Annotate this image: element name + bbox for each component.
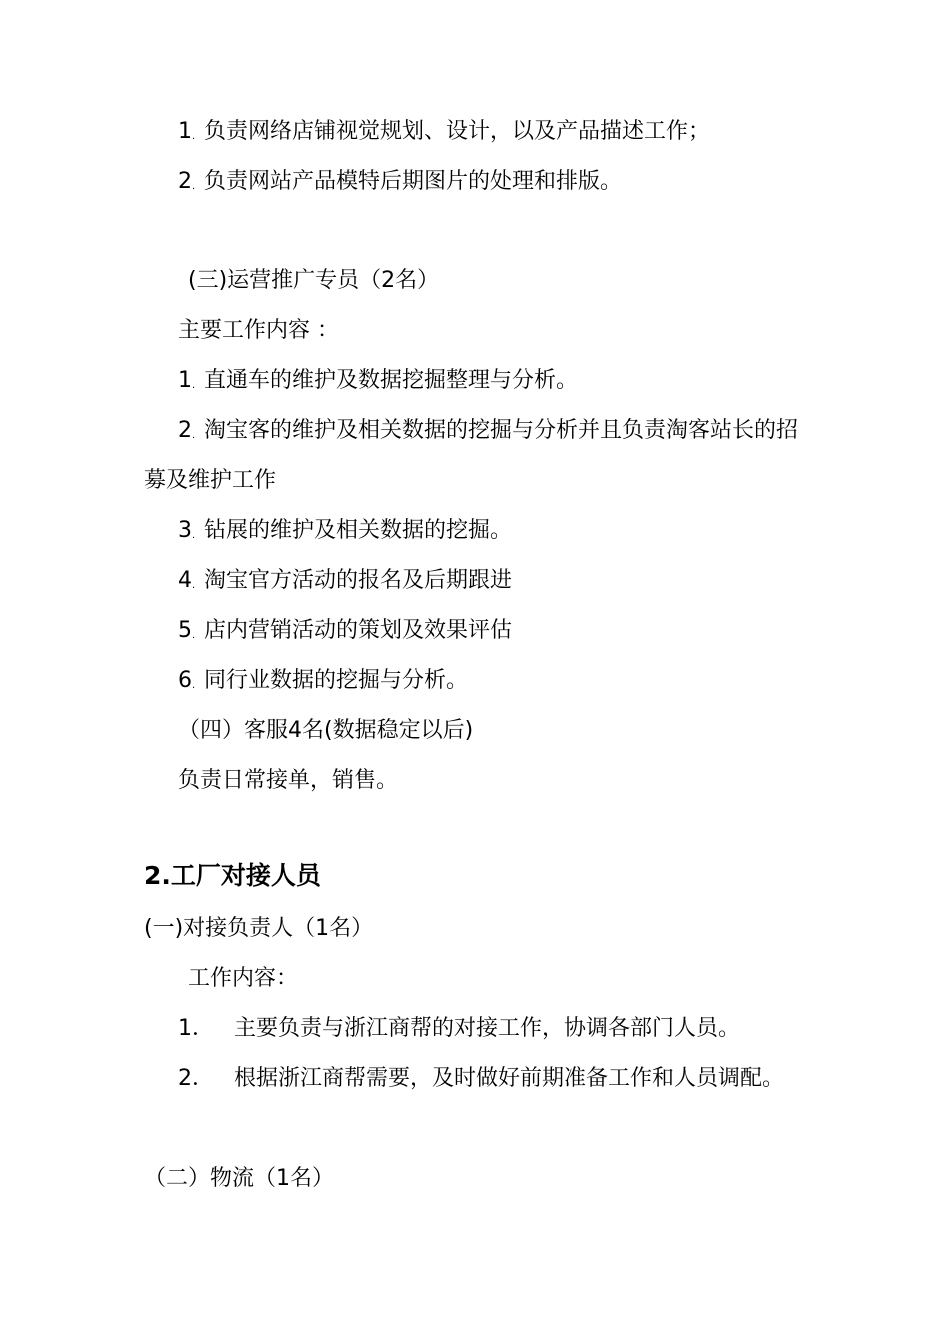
list-item: 2. 负责网站产品模特后期图片的处理和排版。 — [178, 169, 623, 194]
item-number: 4 — [178, 568, 192, 593]
item-text: 钻展的维护及相关数据的挖掘。 — [204, 518, 513, 543]
item-text: 店内营销活动的策划及效果评估 — [204, 618, 513, 643]
list-item: 4. 淘宝官方活动的报名及后期跟进 — [178, 568, 513, 593]
item-text: 直通车的维护及数据挖掘整理与分析。 — [204, 368, 579, 393]
item-text: 负责网络店铺视觉规划、设计，以及产品描述工作； — [204, 119, 711, 144]
list-item: 1. 负责网络店铺视觉规划、设计，以及产品描述工作； — [178, 119, 711, 144]
item-text: 淘宝客的维护及相关数据的挖掘与分析并且负责淘客站长的招 — [204, 418, 799, 443]
item-number: 1 — [178, 119, 192, 144]
section-heading: 2.工厂对接人员 — [144, 861, 321, 890]
subsection-title: (一)对接负责人（1名） — [144, 916, 374, 941]
content-label: 工作内容： — [188, 966, 299, 991]
item-number: 5 — [178, 618, 192, 643]
item-number: 1 — [178, 368, 192, 393]
item-text: 同行业数据的挖掘与分析。 — [204, 668, 469, 693]
list-item — [178, 1064, 784, 1094]
list-item: 1. 直通车的维护及数据挖掘整理与分析。 — [178, 368, 579, 393]
list-item-continuation: 募及维护工作 — [144, 468, 277, 493]
item-number: 6 — [178, 668, 192, 693]
item-text: 根据浙江商帮需要，及时做好前期准备工作和人员调配。 — [234, 1066, 785, 1091]
section-title: (三)运营推广专员（2名） — [188, 268, 440, 293]
item-number: 3 — [178, 518, 192, 543]
item-number: 1． — [178, 1016, 214, 1041]
list-item — [178, 1014, 740, 1044]
list-item: 2. 淘宝客的维护及相关数据的挖掘与分析并且负责淘客站长的招 — [178, 418, 799, 443]
item-text: 主要负责与浙江商帮的对接工作，协调各部门人员。 — [234, 1016, 741, 1041]
list-item: 6. 同行业数据的挖掘与分析。 — [178, 668, 469, 693]
subsection-title: （二）物流（1名） — [144, 1166, 334, 1191]
item-text: 负责网站产品模特后期图片的处理和排版。 — [204, 169, 623, 194]
item-text: 淘宝官方活动的报名及后期跟进 — [204, 568, 513, 593]
list-item: 5. 店内营销活动的策划及效果评估 — [178, 618, 513, 643]
item-number: 2 — [178, 418, 192, 443]
paragraph: 负责日常接单，销售。 — [178, 768, 399, 793]
item-number: 2． — [178, 1066, 214, 1091]
content-label: 主要工作内容 ： — [178, 318, 339, 343]
item-number: 2 — [178, 169, 192, 194]
section-title: （四）客服4名(数据稳定以后) — [178, 718, 474, 743]
list-item: 3. 钻展的维护及相关数据的挖掘。 — [178, 518, 513, 543]
